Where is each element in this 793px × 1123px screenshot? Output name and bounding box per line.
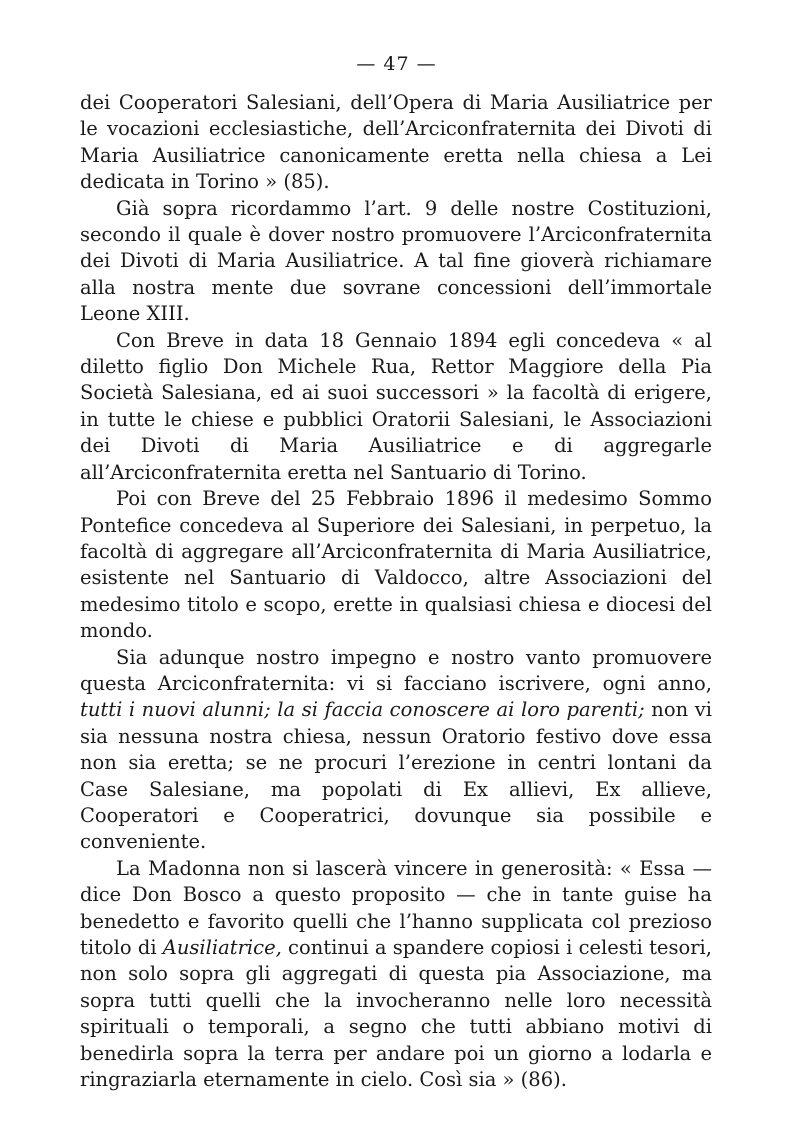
- paragraph: [80, 856, 712, 1094]
- paragraph: [80, 328, 712, 486]
- paragraph: [80, 645, 712, 856]
- text-run: Sia adunque nostro impegno e nostro vanto promuovere questa Arciconfraternita: vi si facciano iscrivere, ogni anno,: [80, 645, 712, 695]
- italic-text: Ausiliatrice,: [162, 936, 282, 959]
- italic-text: tutti i nuovi alunni; la si faccia conoscere ai loro parenti;: [80, 698, 645, 722]
- page-number: — 47 —: [356, 53, 437, 75]
- body-text: [80, 90, 712, 1093]
- text-run: La Madonna non si lascerà vincere in generosità: « Essa — dice Don Bosco a questo proposito — che in tante guise ha benedetto e favorito quelli che l’hanno supplicata col prezioso titolo di: [80, 856, 712, 959]
- paragraph: [80, 196, 712, 328]
- paragraph: [80, 90, 712, 196]
- paragraph: [80, 486, 712, 644]
- text-run: non vi sia nessuna nostra chiesa, nessun Oratorio festivo dove essa non sia eretta; se ne procuri l’erezione in centri lontani da Case Salesiane, ma popolati di Ex allievi, Ex allieve, Cooperatori e Cooperatrici, dovunque sia possibile e conveniente.: [80, 698, 712, 854]
- text-run: Già sopra ricordammo l’art. 9 delle nostre Costituzioni, secondo il quale è dover nostro promuovere l’Arciconfraternita dei Divoti di Maria Ausiliatrice. A tal fine gioverà richiamare alla nostra mente due sovrane concessioni dell’immortale Leone XIII.: [80, 196, 712, 326]
- text-run: Con Breve in data 18 Gennaio 1894 egli concedeva « al diletto figlio Don Michele Rua, Rettor Maggiore della Pia Società Salesiana, ed ai suoi successori » la facoltà di erigere, in tutte le chiese e pubblici Oratorii Salesiani, le Associazioni dei Divoti di Maria Ausiliatrice e di aggregarle all’Arciconfraternita eretta nel Santuario di Torino.: [80, 328, 712, 484]
- text-run: Poi con Breve del 25 Febbraio 1896 il medesimo Sommo Pontefice concedeva al Superiore dei Salesiani, in perpetuo, la facoltà di aggregare all’Arciconfraternita di Maria Ausiliatrice, esistente nel Santuario di Valdocco, altre Associazioni del medesimo titolo e scopo, erette in qualsiasi chiesa e diocesi del mondo.: [80, 487, 712, 643]
- text-run: continui a spandere copiosi i celesti tesori, non solo sopra gli aggregati di questa pia Associazione, ma sopra tutti quelli che la invocheranno nelle loro necessità spirituali o temporali, a segno che tutti abbiano motivi di benedirla sopra la terra per andare poi un giorno a lodarla e ringraziarla eternamente in cielo. Così sia » (86).: [80, 936, 712, 1092]
- text-run: dei Cooperatori Salesiani, dell’Opera di Maria Ausiliatrice per le vocazioni ecclesiastiche, dell’Arciconfraternita dei Divoti di Maria Ausiliatrice canonicamente eretta nella chiesa a Lei dedicata in Torino » (85).: [80, 91, 712, 194]
